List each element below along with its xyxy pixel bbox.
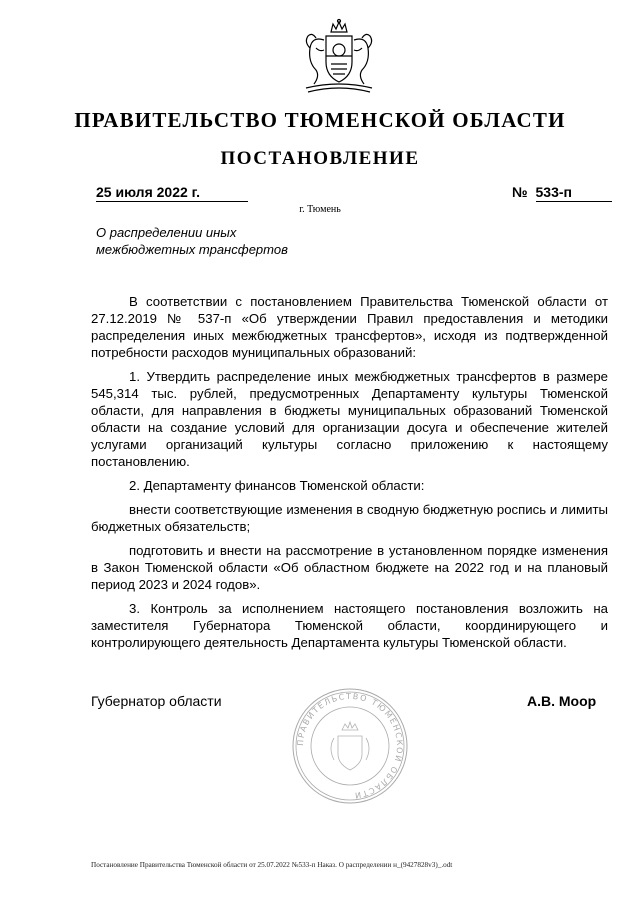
number-prefix: № bbox=[512, 184, 528, 200]
document-subject bbox=[96, 224, 346, 258]
document-number bbox=[512, 184, 612, 202]
body-paragraph: внести соответствующие изменения в сводную бюджетную роспись и лимиты бюджетных обязательств; bbox=[91, 502, 608, 534]
signer-title: Губернатор области bbox=[91, 693, 222, 709]
body-paragraph: В соответствии с постановлением Правительства Тюменской области от 27.12.2019 № 537-п «Об утверждении Правил предоставления и методики распределения иных межбюджетных трансфертов», исходя из подтвержденной потребности расходов муниципальных образований: bbox=[91, 294, 608, 360]
document-date: 25 июля 2022 г. bbox=[96, 184, 248, 202]
document-footer: Постановление Правительства Тюменской области от 25.07.2022 №533-п Наказ. О распределении н_(9427828v3)_.odt bbox=[91, 861, 453, 869]
body-paragraph: подготовить и внести на рассмотрение в установленном порядке изменения в Закон Тюменской области «Об областном бюджете на 2022 год и на плановый период 2023 и 2024 годов». bbox=[91, 543, 608, 592]
tyumen-region-coat-of-arms-icon bbox=[298, 18, 380, 96]
document-city: г. Тюмень bbox=[299, 204, 341, 215]
body-paragraph: 1. Утвердить распределение иных межбюджетных трансфертов в размере 545,314 тыс. рублей, предусмотренных Департаменту культуры Тюменской области, для направления в бюджеты муниципальных образований Тюменской области на создание условий для организации досуга и обеспечение жителей услугами организаций культуры согласно приложению к настоящему постановлению. bbox=[91, 369, 608, 469]
document-body bbox=[91, 293, 608, 658]
seal-text: ПРАВИТЕЛЬСТВО ТЮМЕНСКОЙ ОБЛАСТИ bbox=[295, 691, 405, 800]
body-paragraph: 2. Департаменту финансов Тюменской области: bbox=[129, 478, 425, 493]
subject-line: О распределении иных bbox=[96, 225, 237, 240]
number-value: 533-п bbox=[536, 184, 612, 202]
subject-line: межбюджетных трансфертов bbox=[96, 242, 288, 257]
body-paragraph: 3. Контроль за исполнением настоящего постановления возложить на заместителя Губернатора Тюменской области, координирующего и контролирующего деятельность Департамента культуры Тюменской области. bbox=[91, 601, 608, 650]
signer-name: А.В. Моор bbox=[527, 693, 597, 709]
government-name: ПРАВИТЕЛЬСТВО ТЮМЕНСКОЙ ОБЛАСТИ bbox=[74, 108, 566, 132]
official-seal-icon bbox=[290, 686, 410, 806]
document-type: ПОСТАНОВЛЕНИЕ bbox=[220, 148, 420, 169]
